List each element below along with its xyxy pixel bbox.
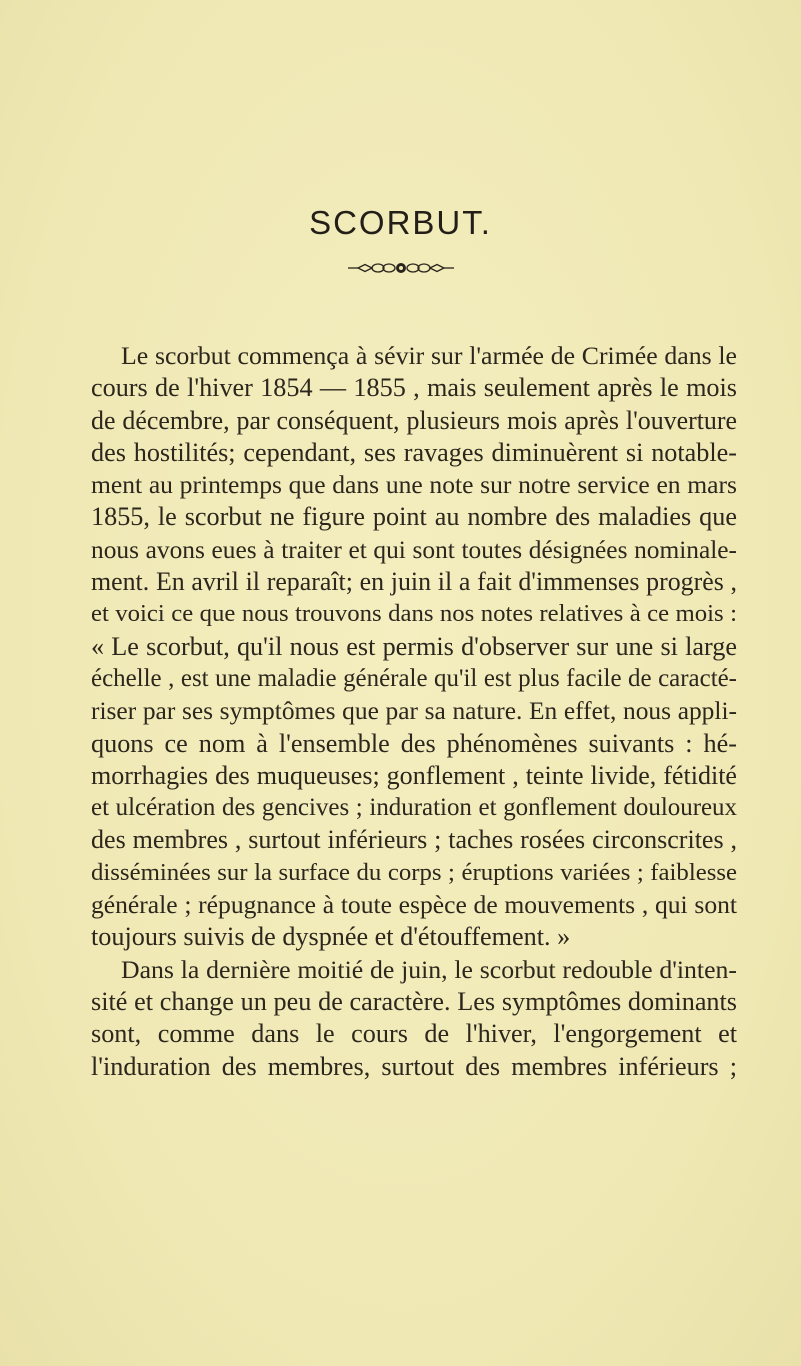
text-line: Le scorbut commença à sévir sur l'armée de Crimée dans le: [121, 341, 737, 370]
text-line: des membres , surtout inférieurs ; taches rosées circonscrites ,: [91, 825, 737, 855]
text-line: de décembre, par conséquent, plusieurs mois après l'ouverture: [91, 405, 737, 435]
text-line: nous avons eues à traiter et qui sont toutes désignées nominale-: [91, 535, 737, 564]
text-line: l'induration des membres, surtout des membres inférieurs ;: [91, 1051, 737, 1081]
text-line: sité et change un peu de caractère. Les symptômes dominants: [91, 986, 737, 1016]
text-line: morrhagies des muqueuses; gonflement , teinte livide, fétidité: [91, 760, 737, 790]
text-line: Dans la dernière moitié de juin, le scorbut redouble d'inten-: [121, 954, 737, 984]
body-text: [91, 340, 737, 1083]
text-line: et ulcération des gencives ; induration et gonflement douloureux: [91, 794, 737, 822]
text-line: 1855, le scorbut ne figure point au nombre des maladies que: [91, 502, 737, 532]
text-line: cours de l'hiver 1854 — 1855 , mais seulement après le mois: [91, 373, 737, 403]
text-line: des hostilités; cependant, ses ravages diminuèrent si notable-: [91, 437, 737, 467]
text-line: quons ce nom à l'ensemble des phénomènes suivants : hé-: [91, 728, 737, 758]
ornament-divider-icon: [348, 261, 454, 275]
text-line: toujours suivis de dyspnée et d'étouffement. »: [91, 922, 571, 952]
text-line: ment au printemps que dans une note sur notre service en mars: [91, 470, 737, 500]
text-line: « Le scorbut, qu'il nous est permis d'observer sur une si large: [91, 631, 737, 661]
text-line: sont, comme dans le cours de l'hiver, l'engorgement et: [91, 1019, 737, 1049]
text-line: et voici ce que nous trouvons dans nos notes relatives à ce mois :: [91, 600, 737, 628]
text-line: échelle , est une maladie générale qu'il est plus facile de caracté-: [91, 664, 737, 692]
text-line: disséminées sur la surface du corps ; éruptions variées ; faiblesse: [91, 858, 737, 886]
text-line: riser par ses symptômes que par sa nature. En effet, nous appli-: [91, 696, 737, 726]
page-title: SCORBUT.: [309, 204, 492, 241]
text-line: générale ; répugnance à toute espèce de mouvements , qui sont: [91, 890, 737, 920]
text-line: ment. En avril il reparaît; en juin il a fait d'immenses progrès ,: [91, 567, 737, 597]
